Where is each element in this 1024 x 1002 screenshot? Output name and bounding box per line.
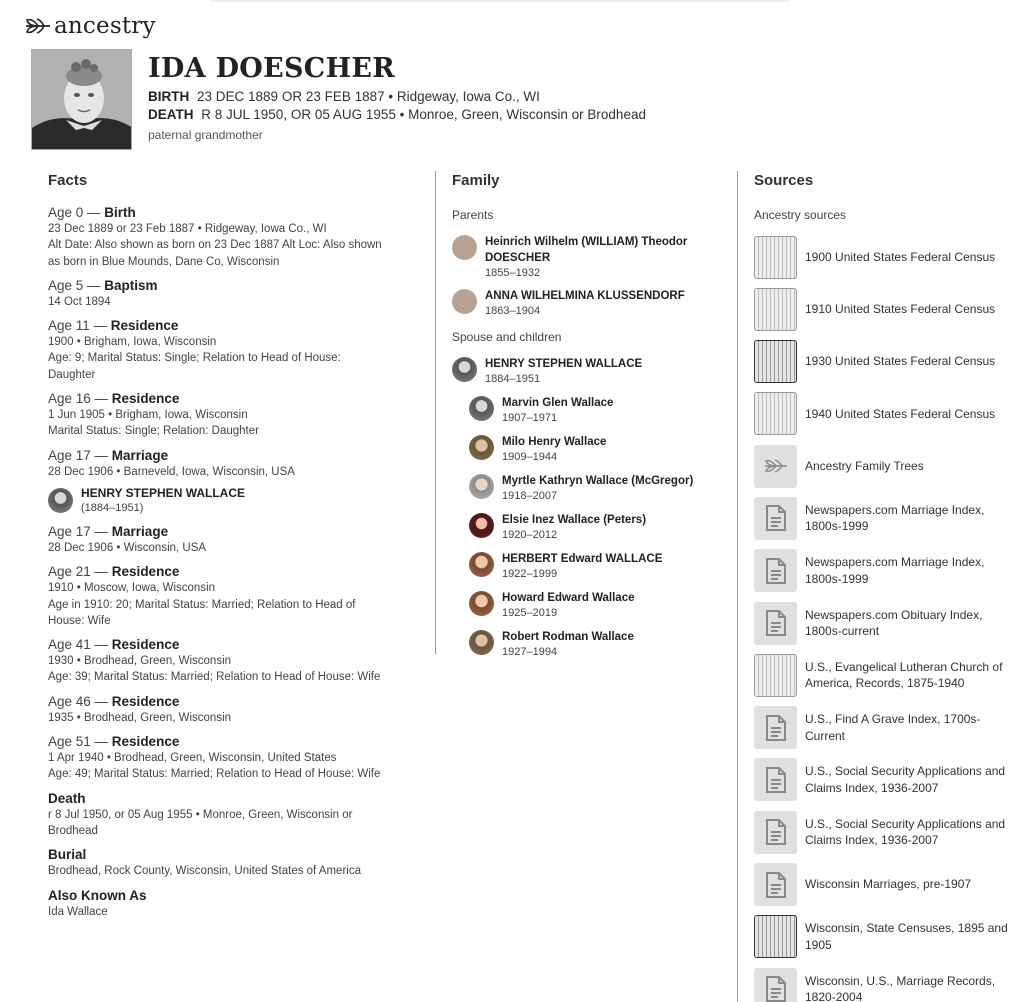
fact-detail: Marital Status: Single; Relation: Daughter	[48, 425, 259, 438]
avatar	[48, 488, 73, 513]
source-title-line[interactable]: U.S., Social Security Applications and	[805, 816, 1006, 831]
sources-heading: Sources	[754, 172, 814, 189]
person-name-link[interactable]: Heinrich Wilhelm (WILLIAM) Theodor	[485, 236, 688, 248]
fact-detail: Age: 49; Marital Status: Married; Relation to Head of House: Wife	[48, 768, 381, 781]
source-title-line[interactable]: U.S., Social Security Applications and	[805, 764, 1006, 779]
fact-heading	[48, 317, 418, 334]
source-title[interactable]	[805, 458, 924, 475]
facts-family-divider	[435, 171, 436, 654]
source-title[interactable]	[805, 973, 995, 1002]
fact-event: Death	[48, 790, 86, 806]
fact-heading	[48, 277, 418, 294]
source-title-line[interactable]: 1800s-1999	[805, 571, 869, 586]
source-title-line[interactable]: Wisconsin, State Censuses, 1895 and	[805, 921, 1008, 936]
source-item[interactable]	[754, 654, 1018, 696]
avatar	[469, 513, 494, 538]
person-dates: 1884–1951	[485, 373, 541, 385]
source-title-line[interactable]: U.S., Find A Grave Index, 1700s-	[805, 712, 981, 727]
census-image-thumbnail	[754, 654, 797, 697]
document-icon	[754, 549, 797, 592]
fact-item[interactable]	[48, 523, 418, 556]
parents-label: Parents	[452, 208, 494, 222]
ancestry-logo[interactable]	[24, 13, 156, 39]
fact-detail: 28 Dec 1906 • Wisconsin, USA	[48, 541, 207, 554]
fact-detail: Alt Date: Also shown as born on 23 Dec 1887 Alt Loc: Also shown	[48, 239, 382, 252]
person-name-link[interactable]: Howard Edward Wallace	[502, 592, 635, 604]
source-title-line[interactable]: Current	[805, 728, 846, 743]
avatar	[469, 435, 494, 460]
avatar	[469, 474, 494, 499]
source-item[interactable]	[754, 445, 1018, 487]
source-title-line[interactable]: 1930 United States Federal Census	[805, 354, 996, 369]
fact-item[interactable]	[48, 447, 418, 516]
person-name-link[interactable]: Marvin Glen Wallace	[502, 397, 614, 409]
source-title-line[interactable]: 1940 United States Federal Census	[805, 406, 996, 421]
fact-event: Residence	[111, 564, 180, 580]
fact-age: Age 46 —	[48, 693, 112, 709]
person-name-link-continued[interactable]: DOESCHER	[485, 252, 551, 264]
sources-list	[754, 236, 1018, 1002]
fact-detail: Daughter	[48, 368, 96, 381]
source-title-line[interactable]: Claims Index, 1936-2007	[805, 780, 939, 795]
children-list	[452, 395, 722, 659]
fact-heading	[48, 887, 418, 904]
avatar-placeholder-icon	[452, 235, 477, 260]
person-dates: 1927–1994	[502, 646, 558, 658]
fact-item[interactable]	[48, 693, 418, 726]
fact-heading	[48, 733, 418, 750]
avatar-placeholder-icon	[452, 289, 477, 314]
fact-detail: 1935 • Brodhead, Green, Wisconsin	[48, 711, 232, 724]
fact-heading	[48, 790, 418, 807]
fact-related-person[interactable]	[48, 486, 418, 516]
sources-panel	[754, 208, 1018, 1002]
fact-item[interactable]	[48, 317, 418, 383]
top-divider	[210, 0, 790, 2]
logo-text: ancestry	[54, 13, 156, 39]
family-sources-divider	[737, 171, 738, 1002]
fact-event: Residence	[111, 391, 180, 407]
family-panel	[452, 208, 722, 668]
source-item[interactable]	[754, 497, 1018, 539]
document-icon	[754, 968, 797, 1002]
source-item[interactable]	[754, 811, 1018, 853]
person-name: IDA DOESCHER	[148, 53, 396, 84]
ancestry-sources-label: Ancestry sources	[754, 208, 847, 222]
document-icon	[754, 811, 797, 854]
source-title-line[interactable]: Newspapers.com Obituary Index,	[805, 607, 983, 622]
census-image-thumbnail	[754, 915, 797, 958]
source-title-line[interactable]: 1910 United States Federal Census	[805, 302, 996, 317]
source-title[interactable]	[805, 353, 995, 370]
document-icon	[754, 497, 797, 540]
source-title-line[interactable]: Claims Index, 1936-2007	[805, 833, 939, 848]
spouse-children-label: Spouse and children	[452, 330, 562, 344]
person-dates: 1922–1999	[502, 568, 558, 580]
fact-item[interactable]	[48, 846, 418, 879]
fact-event: Marriage	[111, 523, 169, 539]
fact-event: Residence	[110, 318, 179, 334]
person-dates: 1925–2019	[502, 607, 558, 619]
fact-item[interactable]	[48, 204, 418, 270]
person-name-link[interactable]: Robert Rodman Wallace	[502, 631, 634, 643]
fact-age: Age 5 —	[48, 277, 105, 293]
source-title[interactable]	[805, 711, 980, 744]
fact-age: Age 41 —	[48, 637, 112, 653]
parent-father[interactable]	[452, 234, 722, 280]
fact-detail: 1930 • Brodhead, Green, Wisconsin	[48, 655, 232, 668]
fact-event: Baptism	[104, 277, 158, 293]
fact-heading	[48, 693, 418, 710]
fact-age: Age 17 —	[48, 447, 112, 463]
census-image-thumbnail	[754, 340, 797, 383]
source-title[interactable]	[805, 607, 982, 640]
source-title-line[interactable]: Newspapers.com Marriage Index,	[805, 555, 985, 570]
fact-detail: 1900 • Brigham, Iowa, Wisconsin	[48, 336, 217, 349]
spouse[interactable]	[452, 356, 722, 386]
facts-list	[48, 204, 418, 927]
source-title[interactable]	[805, 406, 995, 423]
fact-event: Residence	[111, 693, 180, 709]
fact-event: Also Known As	[48, 887, 147, 903]
fact-item[interactable]	[48, 563, 418, 629]
source-title[interactable]	[805, 659, 1002, 692]
fact-heading	[48, 447, 418, 464]
source-title[interactable]	[805, 876, 971, 893]
relationship-label: paternal grandmother	[148, 128, 263, 142]
child-item[interactable]	[469, 551, 722, 581]
source-title-line[interactable]: 1800s-current	[805, 624, 880, 639]
fact-detail: Age: 9; Marital Status: Single; Relation to Head of House:	[48, 352, 341, 365]
census-image-thumbnail	[754, 392, 797, 435]
avatar	[452, 357, 477, 382]
source-item[interactable]	[754, 759, 1018, 801]
fact-item[interactable]	[48, 887, 418, 920]
child-item[interactable]	[469, 629, 722, 659]
source-title-line[interactable]: U.S., Evangelical Lutheran Church of	[805, 659, 1003, 674]
source-title-line[interactable]: America, Records, 1875-1940	[805, 676, 965, 691]
person-name-link[interactable]: HENRY STEPHEN WALLACE	[485, 358, 643, 370]
birth-summary	[148, 89, 540, 104]
source-title-line[interactable]: Wisconsin, U.S., Marriage Records,	[805, 973, 996, 988]
person-name-link[interactable]: Myrtle Kathryn Wallace (McGregor)	[502, 475, 694, 487]
census-image-thumbnail	[754, 288, 797, 331]
avatar	[469, 552, 494, 577]
fact-heading	[48, 636, 418, 653]
source-item[interactable]	[754, 393, 1018, 435]
person-name-link[interactable]: HENRY STEPHEN WALLACE	[81, 485, 246, 500]
death-label: DEATH	[148, 107, 194, 122]
source-title[interactable]	[805, 816, 1005, 849]
fact-detail: House: Wife	[48, 614, 111, 627]
fact-item[interactable]	[48, 390, 418, 440]
fact-detail: as born in Blue Mounds, Dane Co, Wisconsin	[48, 255, 280, 268]
fact-detail: r 8 Jul 1950, or 05 Aug 1955 • Monroe, Green, Wisconsin or	[48, 808, 353, 821]
source-title[interactable]	[805, 554, 984, 587]
source-item[interactable]	[754, 288, 1018, 330]
fact-detail: 1910 • Moscow, Iowa, Wisconsin	[48, 582, 216, 595]
census-image-thumbnail	[754, 236, 797, 279]
fact-age: Age 51 —	[48, 734, 112, 750]
document-icon	[754, 706, 797, 749]
fact-item[interactable]	[48, 733, 418, 783]
fact-event: Marriage	[111, 447, 169, 463]
fact-detail: 23 Dec 1889 or 23 Feb 1887 • Ridgeway, Iowa Co., WI	[48, 223, 327, 235]
source-item[interactable]	[754, 236, 1018, 278]
person-dates: 1863–1904	[485, 305, 541, 317]
person-dates: (1884–1951)	[81, 501, 144, 514]
document-icon	[754, 602, 797, 645]
profile-photo[interactable]	[31, 49, 132, 150]
child-item[interactable]	[469, 473, 722, 503]
source-title[interactable]	[805, 502, 984, 535]
person-name-link[interactable]: Elsie Inez Wallace (Peters)	[502, 514, 647, 526]
fact-heading	[48, 846, 418, 863]
source-title[interactable]	[805, 301, 995, 318]
fact-detail: 14 Oct 1894	[48, 295, 111, 308]
source-item[interactable]	[754, 550, 1018, 592]
fact-detail: Age: 39; Marital Status: Married; Relation to Head of House: Wife	[48, 671, 381, 684]
avatar	[469, 591, 494, 616]
leaf-logo-icon	[24, 14, 52, 38]
fact-heading	[48, 523, 418, 540]
fact-event: Burial	[48, 847, 87, 863]
fact-heading	[48, 390, 418, 407]
fact-detail: 1 Jun 1905 • Brigham, Iowa, Wisconsin	[48, 409, 248, 422]
source-title[interactable]	[805, 920, 1008, 953]
source-title-line[interactable]: 1800s-1999	[805, 519, 869, 534]
fact-detail: Ida Wallace	[48, 905, 108, 918]
fact-age: Age 11 —	[48, 318, 111, 334]
person-dates: 1855–1932	[485, 267, 541, 279]
family-heading: Family	[452, 172, 500, 189]
child-item[interactable]	[469, 590, 722, 620]
person-dates: 1907–1971	[502, 412, 558, 424]
person-name-link[interactable]: ANNA WILHELMINA KLUSSENDORF	[485, 290, 685, 302]
fact-item[interactable]	[48, 636, 418, 686]
source-title-line[interactable]: 1905	[805, 937, 832, 952]
family-tree-leaf-icon	[754, 445, 797, 488]
document-icon	[754, 863, 797, 906]
fact-item[interactable]	[48, 790, 418, 840]
fact-detail: Brodhead, Rock County, Wisconsin, United States of America	[48, 865, 361, 878]
fact-event: Residence	[111, 637, 180, 653]
source-title-line[interactable]: Newspapers.com Marriage Index,	[805, 502, 985, 517]
fact-age: Age 0 —	[48, 205, 105, 220]
person-dates: 1920–2012	[502, 529, 558, 541]
source-title-line[interactable]: 1820-2004	[805, 990, 863, 1002]
birth-label: BIRTH	[148, 89, 190, 104]
source-title-line[interactable]: Ancestry Family Trees	[805, 458, 924, 473]
source-title-line[interactable]: Wisconsin Marriages, pre-1907	[805, 877, 972, 892]
source-item[interactable]	[754, 864, 1018, 906]
source-title-line[interactable]: 1900 United States Federal Census	[805, 249, 996, 264]
fact-event: Residence	[111, 734, 180, 750]
death-summary	[148, 107, 646, 122]
fact-detail: 28 Dec 1906 • Barneveld, Iowa, Wisconsin, USA	[48, 465, 295, 478]
fact-event: Birth	[104, 205, 136, 220]
death-value: R 8 JUL 1950, OR 05 AUG 1955 • Monroe, Green, Wisconsin or Brodhead	[201, 107, 646, 122]
source-item[interactable]	[754, 968, 1018, 1002]
fact-detail: 1 Apr 1940 • Brodhead, Green, Wisconsin, United States	[48, 752, 337, 765]
person-name-link[interactable]: Milo Henry Wallace	[502, 436, 607, 448]
source-item[interactable]	[754, 707, 1018, 749]
avatar	[469, 396, 494, 421]
child-item[interactable]	[469, 395, 722, 425]
source-item[interactable]	[754, 602, 1018, 644]
fact-heading	[48, 204, 418, 221]
fact-age: Age 17 —	[48, 523, 112, 539]
source-title[interactable]	[805, 249, 995, 266]
child-item[interactable]	[469, 512, 722, 542]
fact-heading	[48, 563, 418, 580]
fact-detail: Age in 1910: 20; Marital Status: Married; Relation to Head of	[48, 598, 356, 611]
fact-age: Age 21 —	[48, 564, 112, 580]
person-dates: 1918–2007	[502, 490, 558, 502]
document-icon	[754, 758, 797, 801]
source-item[interactable]	[754, 916, 1018, 958]
facts-heading: Facts	[48, 172, 88, 189]
birth-value: 23 DEC 1889 OR 23 FEB 1887 • Ridgeway, Iowa Co., WI	[197, 89, 540, 104]
fact-detail: Brodhead	[48, 824, 98, 837]
source-title[interactable]	[805, 763, 1005, 796]
child-item[interactable]	[469, 434, 722, 464]
fact-age: Age 16 —	[48, 391, 112, 407]
source-item[interactable]	[754, 341, 1018, 383]
avatar	[469, 630, 494, 655]
fact-item[interactable]	[48, 277, 418, 310]
person-dates: 1909–1944	[502, 451, 558, 463]
person-name-link[interactable]: HERBERT Edward WALLACE	[502, 553, 663, 565]
parent-mother[interactable]	[452, 288, 722, 318]
